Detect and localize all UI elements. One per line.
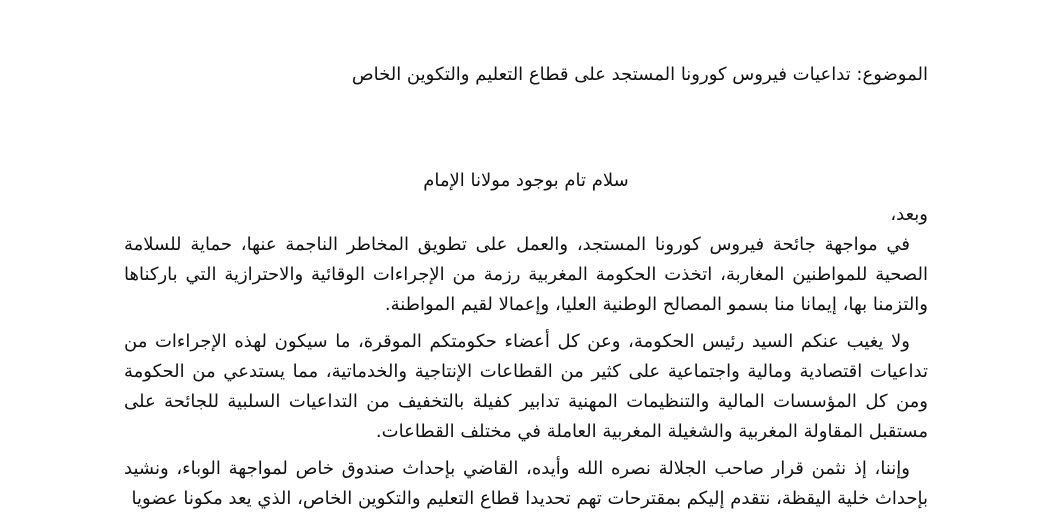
letter-body: [124, 200, 928, 521]
paragraph-2: ولا يغيب عنكم السيد رئيس الحكومة، وعن كل أعضاء حكومتكم الموقرة، ما سيكون لهذه الإجراءات من تداعيات اقتصادية ومالية واجتماعية على كثير من القطاعات الإنتاجية والخدماتية، مما يستدعي من الحكومة ومن كل المؤسسات المالية والتنظيمات المهنية تدابير كفيلة بالتخفيف من التداعيات السلبية للجائحة على مستقبل المقاولة المغربية والشغيلة المغربية العاملة في مختلف القطاعات.: [124, 331, 928, 442]
letter-subject: الموضوع: تداعيات فيروس كورونا المستجد على قطاع التعليم والتكوين الخاص: [351, 64, 928, 85]
letter-salutation: سلام تام بوجود مولانا الإمام: [423, 170, 629, 191]
paragraph-3: وإننا، إذ نثمن قرار صاحب الجلالة نصره الله وأيده، القاضي بإحداث صندوق خاص لمواجهة الوباء، ونشيد بإحداث خلية اليقظة، نتقدم إليكم بمقترحات تهم تحديدا قطاع التعليم والتكوين الخاص، الذي يعد مكونا عضويا: [124, 458, 928, 509]
letter-opening-phrase: وبعد،: [890, 204, 928, 225]
paragraph-1: في مواجهة جائحة فيروس كورونا المستجد، والعمل على تطويق المخاطر الناجمة عنها، حماية للسلامة الصحية للمواطنين المغاربة، اتخذت الحكومة المغربية رزمة من الإجراءات الوقائية والاحترازية التي باركناها والتزمنا بها، إيمانا منا بسمو المصالح الوطنية العليا، وإعمالا لقيم المواطنة.: [124, 234, 928, 315]
